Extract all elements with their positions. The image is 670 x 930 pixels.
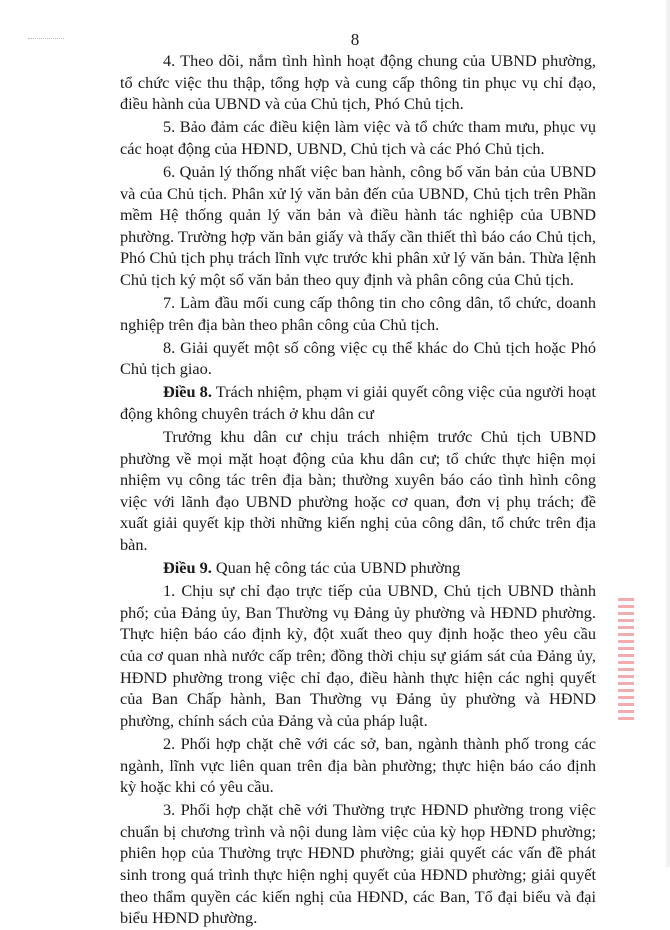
article-9-item-3: 3. Phối hợp chặt chẽ với Thường trực HĐND phường trong việc chuẩn bị chương trình và nội dung làm việc của kỳ họp HĐND phường; phiên họp của Thường trực HĐND phường; giải quyết các vấn đề phát sinh trong quá trình thực hiện nghị quyết của HĐND phường; giải quyết theo thẩm quyền các kiến nghị của HĐND, các Ban, Tổ đại biểu và đại biểu HĐND phường. <box>120 800 596 928</box>
paragraph-item-5: 5. Bảo đảm các điều kiện làm việc và tổ chức tham mưu, phục vụ các hoạt động của HĐND, UBND, Chủ tịch và các Phó Chủ tịch. <box>120 117 596 158</box>
paragraph-item-8: 8. Giải quyết một số công việc cụ thể khác do Chủ tịch hoặc Phó Chủ tịch giao. <box>120 337 596 379</box>
paragraph-item-7: 7. Làm đầu mối cung cấp thông tin cho công dân, tổ chức, doanh nghiệp trên địa bàn theo phân công của Chủ tịch. <box>120 293 596 334</box>
paragraph-item-6: 6. Quản lý thống nhất việc ban hành, công bố văn bản của UBND và của Chủ tịch. Phân xử lý văn bản đến của UBND, Chủ tịch trên Phần mềm Hệ thống quản lý văn bản và điều hành tác nghiệp của UBND phường. Trường hợp văn bản giấy và thấy cần thiết thì báo cáo Chủ tịch, Phó Chủ tịch phụ trách lĩnh vực trước khi phân xử lý văn bản. Thừa lệnh Chủ tịch ký một số văn bản theo quy định và phân công của Chủ tịch. <box>120 161 596 289</box>
article-8-body: Trưởng khu dân cư chịu trách nhiệm trước Chủ tịch UBND phường về mọi mặt hoạt động của khu dân cư; tổ chức thực hiện mọi nhiệm vụ công tác trên địa bàn; thường xuyên báo cáo tình hình công việc với lãnh đạo UBND phường hoặc cơ quan, đơn vị phụ trách; đề xuất giải quyết kịp thời những kiến nghị của công dân, tổ chức trên địa bàn. <box>120 427 596 555</box>
page-edge <box>666 0 670 867</box>
paragraph-item-4: 4. Theo dõi, nắm tình hình hoạt động chung của UBND phường, tổ chức việc thu thập, tổng hợp và cung cấp thông tin phục vụ chỉ đạo, điều hành của UBND và của Chủ tịch, Phó Chủ tịch. <box>120 51 596 114</box>
red-seal-stamp <box>618 598 634 723</box>
article-9-heading: Điều 9. <box>163 558 212 578</box>
article-8-heading: Điều 8. <box>163 382 212 402</box>
article-9-item-1: 1. Chịu sự chỉ đạo trực tiếp của UBND, Chủ tịch UBND thành phố; của Đảng ủy, Ban Thường vụ Đảng ủy phường và HĐND phường. Thực hiện báo cáo định kỳ, đột xuất theo quy định hoặc theo yêu cầu của cơ quan nhà nước cấp trên; đồng thời chịu sự giám sát của Đảng ủy, HĐND phường trong việc chỉ đạo, điều hành thực hiện các nghị quyết của Ban Chấp hành, Ban Thường vụ Đảng ủy phường và HĐND phường, chính sách của Đảng và của pháp luật. <box>120 581 596 730</box>
page-number: 8 <box>350 30 360 49</box>
document-body <box>120 50 596 930</box>
article-8: Điều 8. Trách nhiệm, phạm vi giải quyết công việc của người hoạt động không chuyên trách ở khu dân cư <box>120 382 597 423</box>
article-9: Điều 9. Quan hệ công tác của UBND phường <box>163 558 461 578</box>
article-9-item-2: 2. Phối hợp chặt chẽ với các sở, ban, ngành thành phố trong các ngành, lĩnh vực liên quan trên địa bàn phường; thực hiện báo cáo định kỳ hoặc khi có yêu cầu. <box>120 733 596 797</box>
